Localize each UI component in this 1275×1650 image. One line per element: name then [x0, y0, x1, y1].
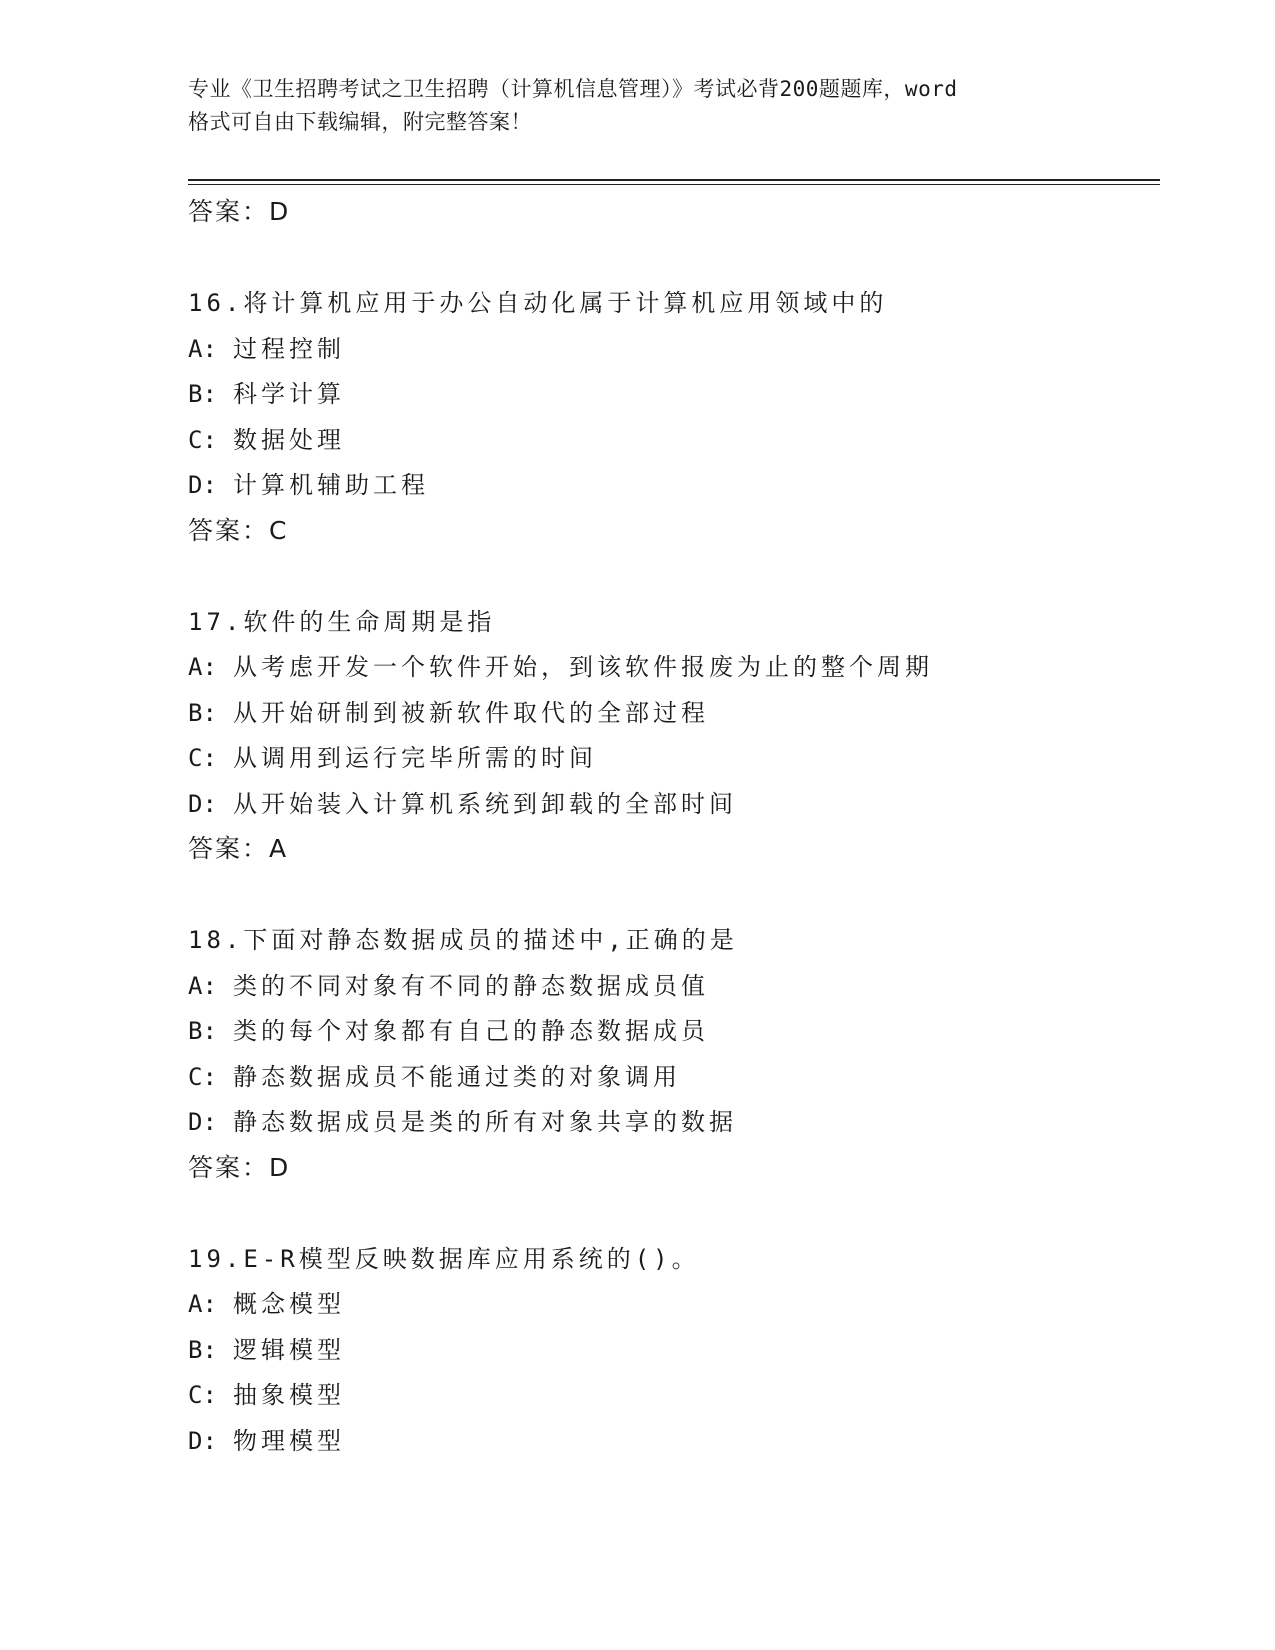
option-key: C: [188, 425, 217, 454]
question-18 [188, 918, 1148, 1190]
option-d [188, 1100, 1148, 1146]
option-key: D: [188, 1426, 217, 1455]
option-text: 从调用到运行完毕所需的时间 [233, 744, 597, 772]
header-divider-thin [188, 184, 1160, 185]
option-b [188, 1328, 1148, 1374]
option-c [188, 736, 1148, 782]
answer-label: 答案：D [188, 1152, 291, 1182]
question-list [188, 190, 1148, 1464]
option-text: 概念模型 [233, 1290, 345, 1318]
option-text: 科学计算 [233, 380, 345, 408]
option-c [188, 1373, 1148, 1419]
option-key: D: [188, 789, 217, 818]
header-line-1: 专业《卫生招聘考试之卫生招聘（计算机信息管理）》考试必背200题题库，word [188, 77, 958, 101]
question-stem: 17.软件的生命周期是指 [188, 607, 496, 636]
option-text: 物理模型 [233, 1426, 345, 1455]
option-a [188, 1282, 1148, 1328]
option-text: 从开始装入计算机系统到卸载的全部时间 [233, 789, 737, 818]
option-c [188, 1055, 1148, 1101]
option-text: 类的不同对象有不同的静态数据成员值 [233, 971, 709, 1000]
previous-answer: 答案：D [188, 197, 291, 226]
header-divider-thick [188, 179, 1160, 181]
question-16 [188, 281, 1148, 553]
option-d [188, 1419, 1148, 1465]
option-text: 类的每个对象都有自己的静态数据成员 [233, 1017, 709, 1045]
answer-label: 答案：A [188, 834, 289, 863]
option-key: B: [188, 380, 217, 408]
option-key: C: [188, 744, 217, 772]
option-text: 抽象模型 [233, 1381, 345, 1409]
option-key: A: [188, 334, 217, 363]
option-text: 逻辑模型 [233, 1335, 345, 1364]
option-d [188, 782, 1148, 828]
option-a [188, 645, 1148, 691]
option-b [188, 1009, 1148, 1055]
header-line-2: 格式可自由下载编辑，附完整答案！ [188, 110, 532, 134]
question-17 [188, 600, 1148, 872]
option-b [188, 691, 1148, 737]
option-b [188, 372, 1148, 418]
option-a [188, 964, 1148, 1010]
option-text: 数据处理 [233, 425, 345, 454]
option-c [188, 418, 1148, 464]
option-text: 静态数据成员不能通过类的对象调用 [233, 1062, 681, 1091]
option-key: A: [188, 971, 217, 1000]
option-text: 从开始研制到被新软件取代的全部过程 [233, 698, 709, 727]
question-stem: 19.E-R模型反映数据库应用系统的()。 [188, 1244, 700, 1273]
option-key: D: [188, 1108, 217, 1136]
option-text: 过程控制 [233, 334, 345, 363]
answer-label: 答案：C [188, 515, 289, 545]
option-a [188, 327, 1148, 373]
option-d [188, 463, 1148, 509]
option-key: A: [188, 653, 217, 681]
question-19 [188, 1237, 1148, 1465]
document-header [188, 73, 1108, 139]
option-text: 计算机辅助工程 [233, 471, 429, 499]
option-key: C: [188, 1381, 217, 1409]
question-stem: 16.将计算机应用于办公自动化属于计算机应用领域中的 [188, 289, 888, 317]
question-stem: 18.下面对静态数据成员的描述中,正确的是 [188, 926, 738, 954]
option-text: 从考虑开发一个软件开始，到该软件报废为止的整个周期 [233, 653, 933, 681]
option-key: B: [188, 698, 217, 727]
option-key: B: [188, 1017, 217, 1045]
option-key: D: [188, 471, 217, 499]
option-key: C: [188, 1062, 217, 1091]
option-key: A: [188, 1290, 217, 1318]
option-key: B: [188, 1335, 217, 1364]
option-text: 静态数据成员是类的所有对象共享的数据 [233, 1108, 737, 1136]
